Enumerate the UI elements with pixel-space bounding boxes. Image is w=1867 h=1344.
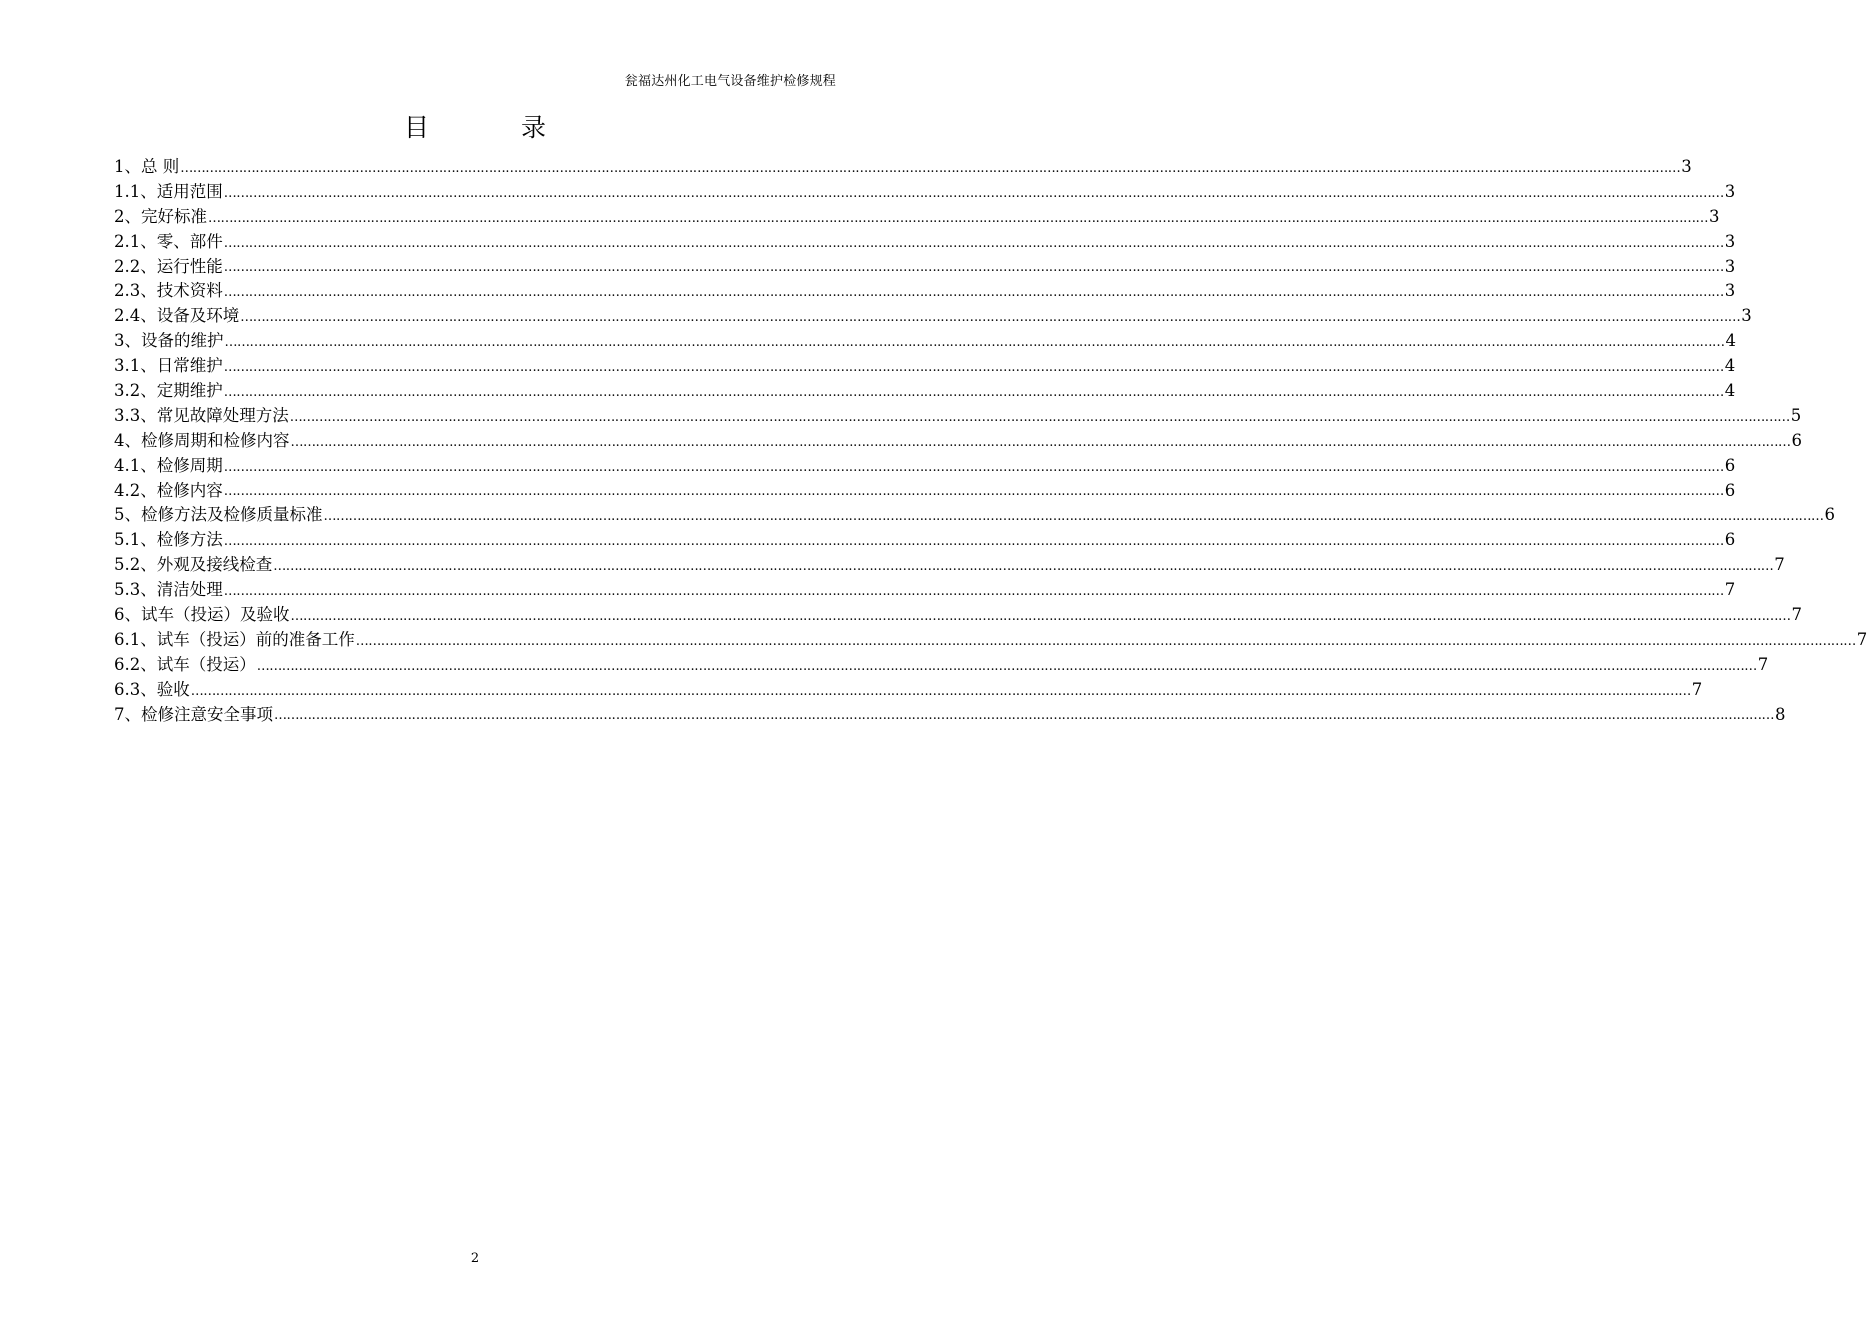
toc-entry[interactable] — [114, 279, 1736, 304]
toc-dot-leader: ……………………………………………………………………………………………………………………………………………………………………………………………………………………………………………………………………………………………………………………………… — [190, 683, 1691, 699]
toc-entry-page: 3 — [1741, 306, 1752, 326]
toc-entry-page: 7 — [1856, 629, 1867, 649]
toc-entry[interactable] — [114, 653, 1769, 678]
toc-dot-leader: ……………………………………………………………………………………………………………………………………………………………………………………………………………………………………………………………………………………………………………………………… — [290, 434, 1791, 450]
toc-entry-title: 6.1、试车（投运）前的准备工作 — [114, 629, 355, 649]
toc-entry[interactable] — [114, 155, 1692, 180]
toc-dot-leader: ……………………………………………………………………………………………………………………………………………………………………………………………………………………………………………………………………………………………………………………………… — [290, 608, 1791, 624]
toc-entry-page: 5 — [1790, 405, 1802, 425]
toc-entry-title: 6.3、验收 — [114, 679, 190, 699]
toc-entry[interactable] — [114, 628, 1867, 653]
toc-entry-title: 1.1、适用范围 — [114, 181, 223, 201]
toc-entry[interactable] — [114, 180, 1736, 205]
toc-entry[interactable] — [114, 255, 1736, 280]
toc-entry-title: 4、检修周期和检修内容 — [114, 430, 290, 450]
toc-entry-title: 3、设备的维护 — [114, 331, 224, 351]
toc-dot-leader: ……………………………………………………………………………………………………………………………………………………………………………………………………………………………………………………………………………………………………………………………… — [274, 708, 1774, 724]
toc-entry[interactable] — [114, 379, 1736, 404]
toc-entry[interactable] — [114, 578, 1736, 603]
toc-entry-page: 6 — [1824, 505, 1835, 525]
toc-dot-leader: ……………………………………………………………………………………………………………………………………………………………………………………………………………………………………………………………………………………………………………………………… — [223, 185, 1724, 201]
toc-entry-title: 3.1、日常维护 — [114, 356, 223, 376]
toc-entry-page: 3 — [1724, 256, 1736, 276]
toc-entry-title: 5.1、检修方法 — [114, 530, 223, 550]
toc-entry-page: 6 — [1724, 530, 1736, 550]
toc-entry-page: 7 — [1774, 555, 1785, 575]
toc-entry-page: 7 — [1691, 679, 1703, 699]
toc-entry[interactable] — [114, 404, 1802, 429]
toc-entry-page: 4 — [1724, 381, 1736, 400]
toc-dot-leader: ……………………………………………………………………………………………………………………………………………………………………………………………………………………………………………………………………………………………………………………………… — [223, 534, 1724, 550]
toc-dot-leader: ……………………………………………………………………………………………………………………………………………………………………………………………………………………………………………………………………………………………………………………………… — [208, 210, 1708, 226]
toc-entry[interactable] — [114, 205, 1720, 230]
toc-entry-page: 3 — [1724, 231, 1736, 251]
toc-entry-page: 6 — [1724, 480, 1736, 500]
toc-entry-title: 2.4、设备及环境 — [114, 306, 240, 326]
page-number: 2 — [470, 1251, 480, 1266]
toc-entry[interactable] — [114, 454, 1736, 479]
toc-dot-leader: ……………………………………………………………………………………………………………………………………………………………………………………………………………………………………………………………………………………………………………………………… — [323, 509, 1824, 525]
toc-entry-title: 2.1、零、部件 — [114, 231, 223, 251]
toc-entry-page: 3 — [1709, 206, 1720, 226]
toc-entry-title: 5.2、外观及接线检查 — [114, 555, 273, 575]
toc-entry-title: 2.2、运行性能 — [114, 256, 223, 276]
toc-entry[interactable] — [114, 329, 1736, 354]
toc-entry[interactable] — [114, 678, 1703, 703]
toc-entry[interactable] — [114, 354, 1736, 379]
toc-entry-page: 7 — [1791, 605, 1802, 625]
toc-entry-title: 5、检修方法及检修质量标准 — [114, 505, 323, 525]
toc-dot-leader: ……………………………………………………………………………………………………………………………………………………………………………………………………………………………………………………………………………………………………………………………… — [223, 484, 1724, 500]
toc-dot-leader: ……………………………………………………………………………………………………………………………………………………………………………………………………………………………………………………………………………………………………………………………… — [289, 409, 1790, 425]
toc-entry-title: 2.3、技术资料 — [114, 281, 223, 301]
toc-dot-leader: ……………………………………………………………………………………………………………………………………………………………………………………………………………………………………………………………………………………………………………………………… — [355, 633, 1856, 649]
toc-entry-title: 3.3、常见故障处理方法 — [114, 405, 289, 425]
toc-dot-leader: ……………………………………………………………………………………………………………………………………………………………………………………………………………………………………………………………………………………………………………………………… — [223, 584, 1724, 600]
toc-entry[interactable] — [114, 553, 1785, 578]
toc-entry-title: 6.2、试车（投运） — [114, 654, 256, 674]
toc-entry-title: 4.1、检修周期 — [114, 455, 223, 475]
toc-entry-page: 8 — [1775, 704, 1786, 724]
toc-entry-page: 4 — [1725, 331, 1736, 351]
toc-entry[interactable] — [114, 479, 1736, 504]
toc-entry-title: 6、试车（投运）及验收 — [114, 605, 290, 625]
toc-entry[interactable] — [114, 528, 1736, 553]
toc-dot-leader: ……………………………………………………………………………………………………………………………………………………………………………………………………………………………………………………………………………………………………………………………… — [223, 235, 1724, 251]
toc-dot-leader: ……………………………………………………………………………………………………………………………………………………………………………………………………………………………………………………………………………………………………………………………… — [240, 310, 1741, 326]
toc-dot-leader: ……………………………………………………………………………………………………………………………………………………………………………………………………………………………………………………………………………………………………………………………… — [223, 260, 1724, 276]
toc-dot-leader: ……………………………………………………………………………………………………………………………………………………………………………………………………………………………………………………………………………………………………………………………… — [224, 335, 1725, 351]
toc-entry-title: 1、总 则 — [114, 156, 180, 176]
toc-entry[interactable] — [114, 603, 1802, 628]
toc-entry-page: 3 — [1724, 281, 1736, 301]
toc-dot-leader: ……………………………………………………………………………………………………………………………………………………………………………………………………………………………………………………………………………………………………………………………… — [223, 459, 1724, 475]
toc-entry-title: 5.3、清洁处理 — [114, 580, 223, 600]
toc-dot-leader: ……………………………………………………………………………………………………………………………………………………………………………………………………………………………………………………………………………………………………………………………… — [180, 160, 1681, 176]
toc-entry-page: 4 — [1724, 356, 1736, 376]
toc-entry-page: 7 — [1724, 580, 1736, 600]
toc-entry-title: 2、完好标准 — [114, 206, 207, 226]
toc-entry-page: 7 — [1757, 654, 1769, 674]
running-header: 瓮福达州化工电气设备维护检修规程 — [624, 74, 836, 89]
toc-entry-page: 6 — [1791, 430, 1802, 450]
toc-entry[interactable] — [114, 230, 1736, 255]
toc-entry-title: 4.2、检修内容 — [114, 480, 223, 500]
toc-dot-leader: ……………………………………………………………………………………………………………………………………………………………………………………………………………………………………………………………………………………………………………………………… — [223, 360, 1724, 376]
table-of-contents — [114, 155, 1867, 727]
toc-entry[interactable] — [114, 304, 1752, 329]
toc-title: 目 录 — [404, 113, 588, 142]
toc-entry-page: 3 — [1681, 156, 1692, 176]
toc-dot-leader: ……………………………………………………………………………………………………………………………………………………………………………………………………………………………………………………………………………………………………………………………… — [256, 658, 1757, 674]
toc-dot-leader: ……………………………………………………………………………………………………………………………………………………………………………………………………………………………………………………………………………………………………………………………… — [273, 559, 1774, 575]
toc-entry-page: 6 — [1724, 455, 1736, 475]
toc-entry[interactable] — [114, 703, 1786, 728]
toc-dot-leader: ……………………………………………………………………………………………………………………………………………………………………………………………………………………………………………………………………………………………………………………………… — [223, 285, 1724, 301]
toc-entry[interactable] — [114, 429, 1802, 454]
toc-entry-page: 3 — [1724, 181, 1736, 201]
toc-entry-title: 7、检修注意安全事项 — [114, 704, 273, 724]
toc-dot-leader: ……………………………………………………………………………………………………………………………………………………………………………………………………………………………………………………………………………………………………………………………… — [223, 384, 1724, 400]
toc-entry[interactable] — [114, 503, 1835, 528]
toc-entry-title: 3.2、定期维护 — [114, 381, 223, 400]
